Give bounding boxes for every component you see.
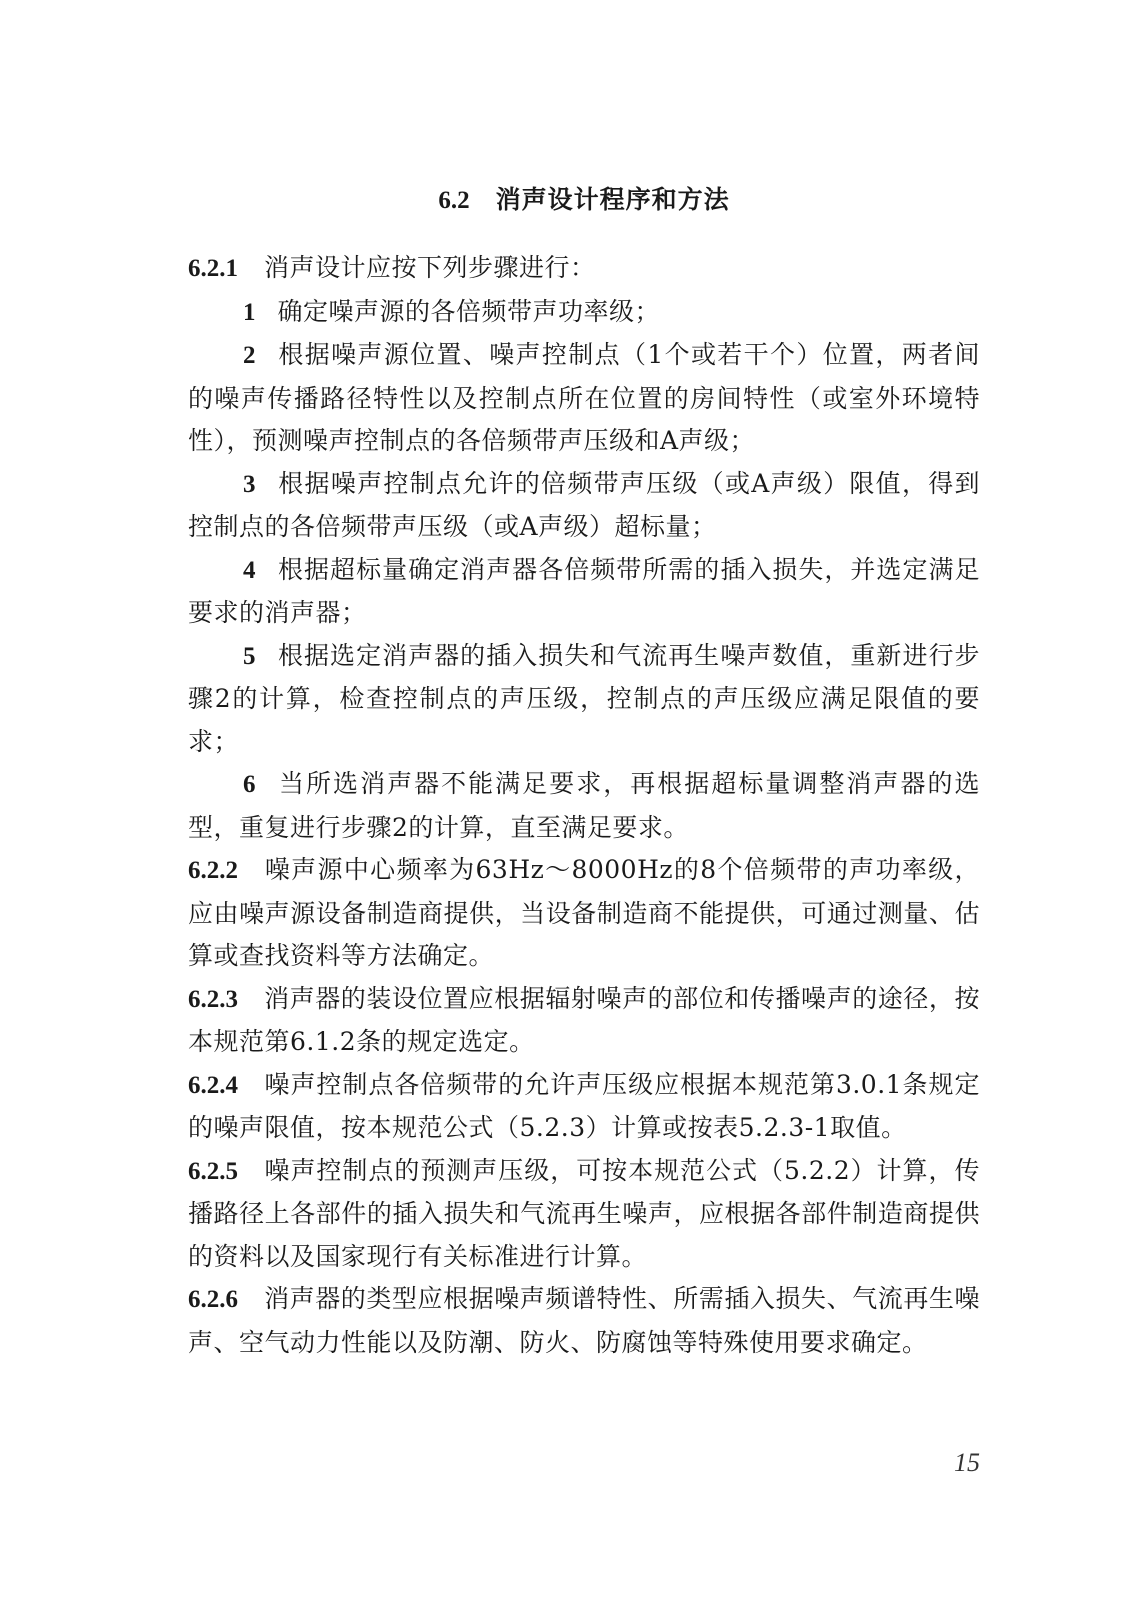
clause-number: 6.2.2 bbox=[188, 857, 238, 884]
item-number: 3 bbox=[243, 470, 256, 498]
document-page bbox=[188, 175, 980, 1364]
clause-text: 消声器的装设位置应根据辐射噪声的部位和传播噪声的途径，按本规范第6.1.2条的规定选定。 bbox=[188, 983, 980, 1056]
clause-text: 噪声控制点的预测声压级，可按本规范公式（5.2.2）计算，传播路径上各部件的插入损失和气流再生噪声，应根据各部件制造商提供的资料以及国家现行有关标准进行计算。 bbox=[188, 1155, 980, 1271]
clause-text: 噪声源中心频率为63Hz～8000Hz的8个倍频带的声功率级，应由噪声源设备制造商提供，当设备制造商不能提供，可通过测量、估算或查找资料等方法确定。 bbox=[188, 855, 980, 970]
clause-number: 6.2.1 bbox=[188, 255, 238, 282]
item-number: 6 bbox=[243, 771, 256, 798]
item-text: 根据噪声源位置、噪声控制点（1个或若干个）位置，两者间的噪声传播路径特性以及控制点所在位置的房间特性（或室外环境特性），预测噪声控制点的各倍频带声压级和A声级； bbox=[188, 340, 980, 455]
item-text: 根据超标量确定消声器各倍频带所需的插入损失，并选定满足要求的消声器； bbox=[188, 554, 980, 627]
clause-number: 6.2.3 bbox=[188, 985, 238, 1013]
clause-number: 6.2.6 bbox=[188, 1286, 238, 1313]
section-title bbox=[188, 175, 980, 225]
clause-6-2-2 bbox=[188, 849, 980, 978]
list-item bbox=[188, 635, 980, 764]
clause-6-2-5 bbox=[188, 1150, 980, 1279]
item-number: 4 bbox=[243, 556, 256, 584]
item-text: 确定噪声源的各倍频带声功率级； bbox=[277, 296, 661, 326]
clause-text: 消声设计应按下列步骤进行： bbox=[264, 253, 596, 282]
item-text: 根据选定消声器的插入损失和气流再生噪声数值，重新进行步骤2的计算，检查控制点的声压级，控制点的声压级应满足限值的要求； bbox=[188, 640, 980, 756]
clause-6-2-3 bbox=[188, 978, 980, 1064]
item-number: 5 bbox=[243, 642, 256, 670]
clause-number: 6.2.5 bbox=[188, 1157, 238, 1185]
list-item bbox=[188, 334, 980, 463]
section-title-text: 消声设计程序和方法 bbox=[495, 185, 730, 214]
page-number: 15 bbox=[954, 1448, 980, 1477]
clause-6-2-4 bbox=[188, 1064, 980, 1150]
list-item bbox=[188, 463, 980, 549]
list-item bbox=[188, 291, 980, 335]
clause-number: 6.2.4 bbox=[188, 1071, 238, 1099]
section-number: 6.2 bbox=[438, 187, 470, 214]
item-number: 2 bbox=[243, 342, 256, 369]
clause-text: 消声器的类型应根据噪声频谱特性、所需插入损失、气流再生噪声、空气动力性能以及防潮、防火、防腐蚀等特殊使用要求确定。 bbox=[188, 1284, 980, 1357]
clause-text: 噪声控制点各倍频带的允许声压级应根据本规范第3.0.1条规定的噪声限值，按本规范公式（5.2.3）计算或按表5.2.3-1取值。 bbox=[188, 1069, 980, 1142]
list-item bbox=[188, 549, 980, 635]
clause-6-2-1 bbox=[188, 247, 980, 291]
list-item bbox=[188, 763, 980, 849]
item-text: 当所选消声器不能满足要求，再根据超标量调整消声器的选型，重复进行步骤2的计算，直至满足要求。 bbox=[188, 769, 980, 842]
clause-6-2-6 bbox=[188, 1278, 980, 1364]
item-number: 1 bbox=[243, 298, 256, 326]
item-text: 根据噪声控制点允许的倍频带声压级（或A声级）限值，得到控制点的各倍频带声压级（或A声级）超标量； bbox=[188, 468, 980, 541]
